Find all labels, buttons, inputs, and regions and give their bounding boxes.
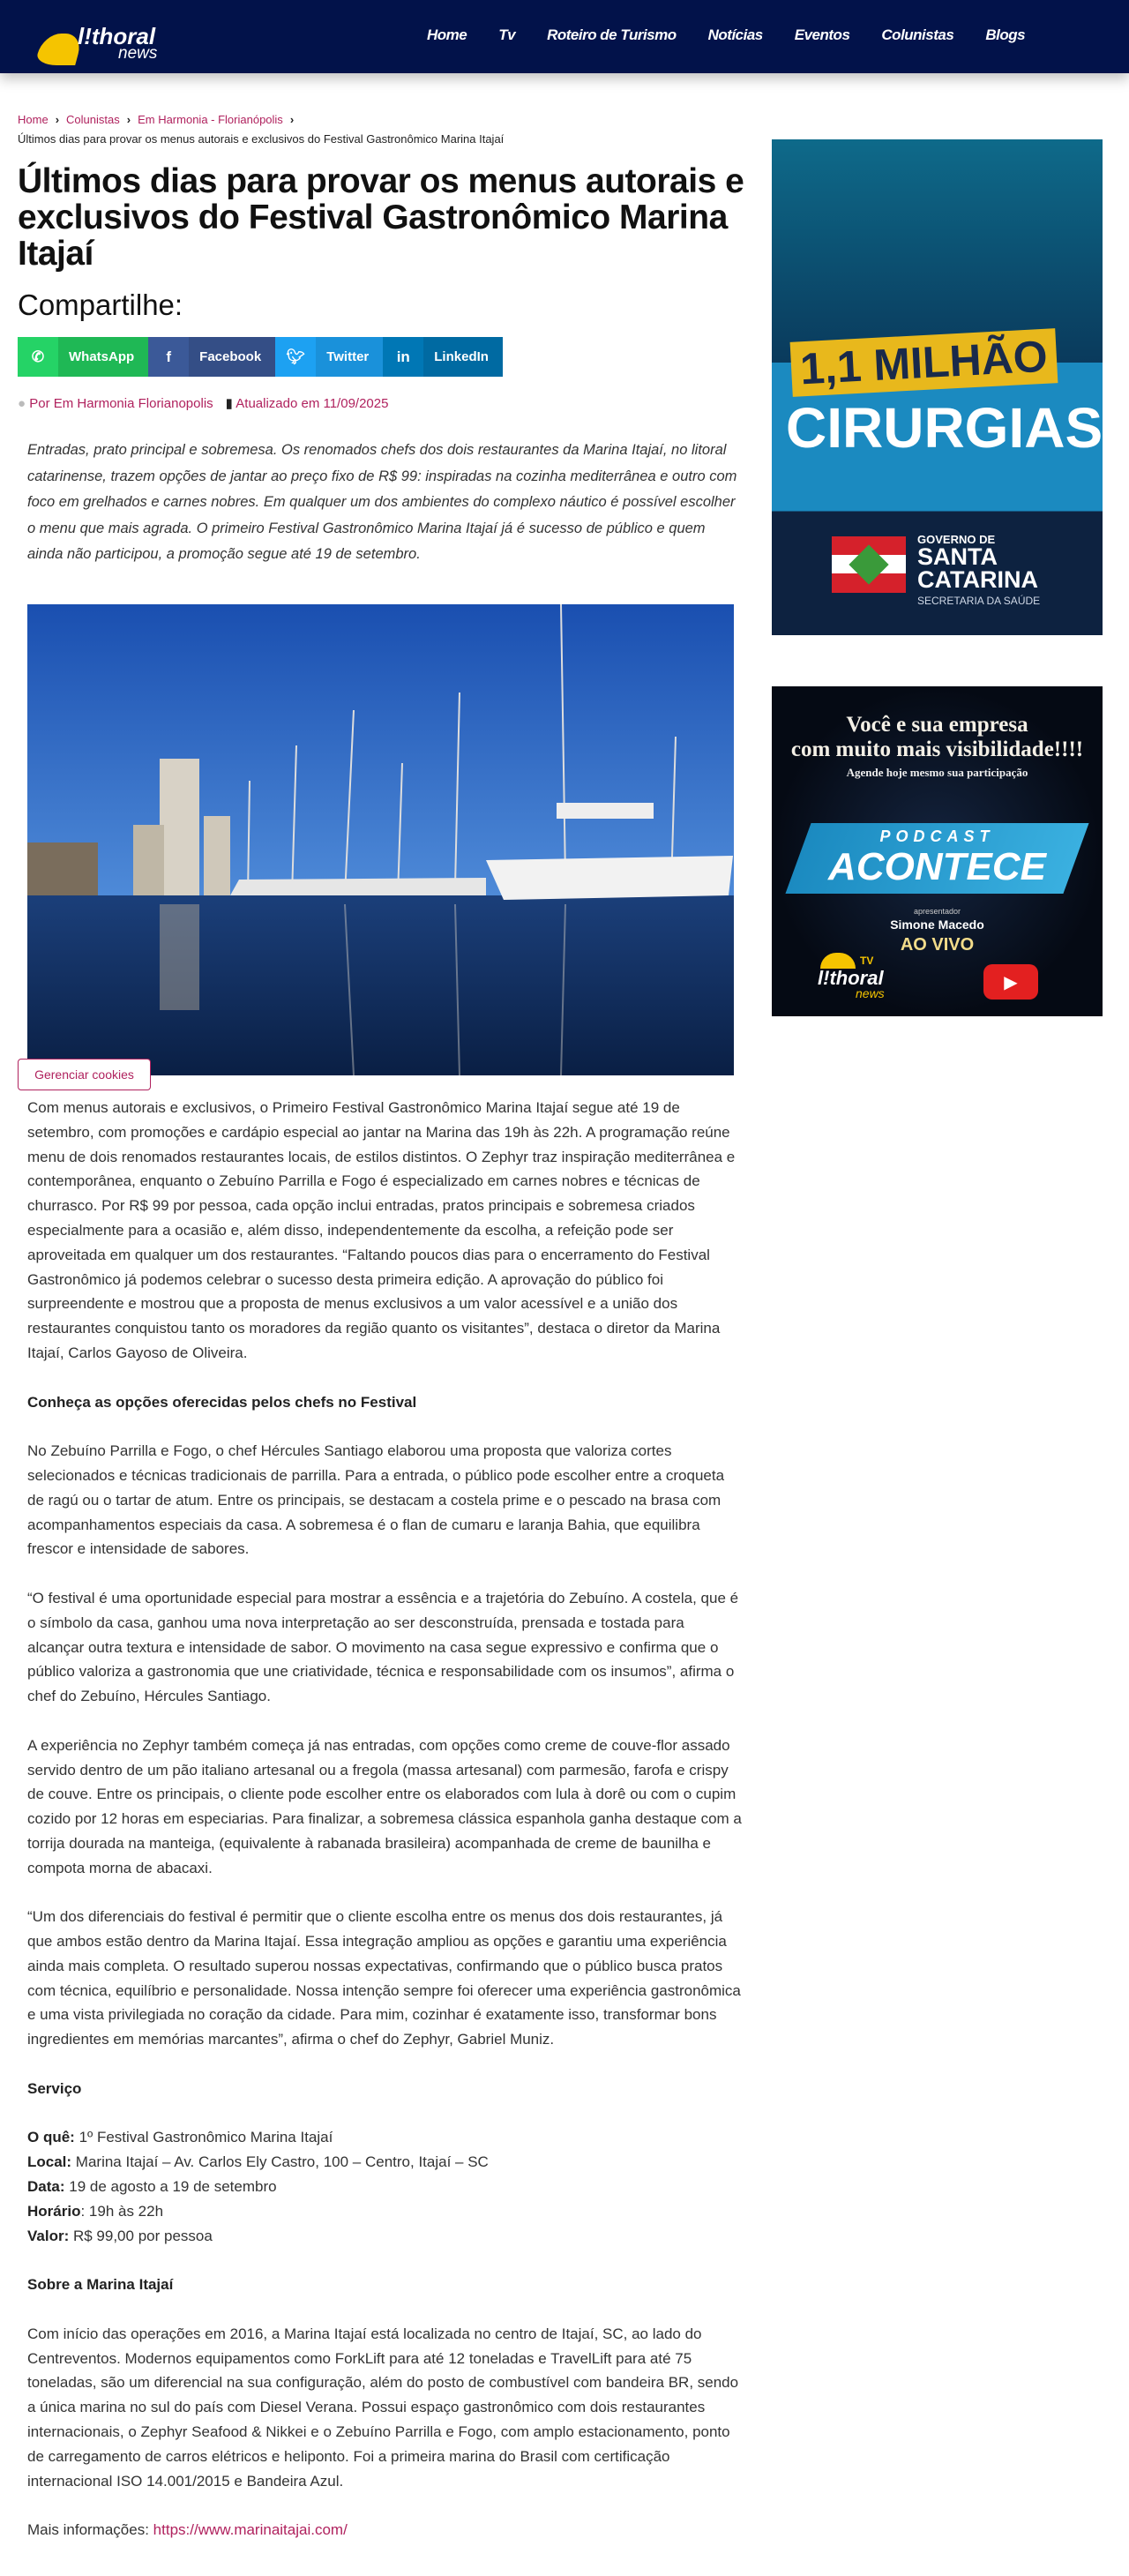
section-heading: Sobre a Marina Itajaí bbox=[27, 2276, 174, 2294]
site-logo[interactable] bbox=[35, 21, 176, 65]
marina-photo bbox=[27, 604, 734, 1075]
logo-sun-icon bbox=[34, 34, 84, 65]
chevron-right-icon: › bbox=[126, 113, 131, 126]
breadcrumb-home[interactable]: Home bbox=[18, 113, 49, 126]
youtube-icon: ▶ bbox=[983, 964, 1038, 1000]
updated-date: Atualizado em 11/09/2025 bbox=[236, 396, 389, 411]
share-twitter-button[interactable]: 🐦︎ Twitter bbox=[275, 337, 383, 377]
site-header bbox=[0, 0, 1129, 73]
whatsapp-icon: ✆ bbox=[18, 337, 58, 377]
breadcrumb-colunistas[interactable]: Colunistas bbox=[66, 113, 120, 126]
ad-banner-santa-catarina[interactable]: 1,1 MILHÃO CIRURGIAS GOVERNO DE SANTA CATARINA SECRETARIA DA SAÚDE bbox=[772, 139, 1103, 635]
article-meta bbox=[18, 395, 388, 411]
section-heading: Serviço bbox=[27, 2079, 82, 2097]
nav-colunistas[interactable]: Colunistas bbox=[881, 26, 954, 43]
share-buttons bbox=[18, 337, 503, 377]
share-whatsapp-button[interactable]: ✆ WhatsApp bbox=[18, 337, 148, 377]
article-body: Com menus autorais e exclusivos, o Primeiro Festival Gastronômico Marina Itajaí segue até 19 de setembro, com promoções e cardápio especial ao jantar na Marina das 19h às 22h. A programação reúne menu de dois renomados restaurantes locais, de estilos distintos. O Zephyr traz inspiração mediterrânea e contemporânea, enquanto o Zebuíno Parrilla e Fogo é especializado em carnes nobres e técnicas de churrasco. Por R$ 99 por pessoa, cada opção inclui entradas, pratos principais e sobremesa criados especialmente para a ocasião e, além disso, independentemente da escolha, a refeição pode ser aproveitada em qualquer um dos restaurantes. “Faltando poucos dias para o encerramento do Festival Gastronômico já podemos celebrar o sucesso desta primeira edição. A aprovação do público foi surpreendente e mostrou que a proposta de menus exclusivos a um valor acessível e a união dos restaurantes conquistou tanto os moradores da região quanto os visitantes”, destaca o diretor da Marina Itajaí, Carlos Gayoso de Oliveira. Conheça as opções oferecidas pelos chefs no Festival No Zebuíno Parrilla e Fogo, o chef Hércules Santiago elaborou uma proposta que valoriza cortes selecionados e técnicas tradicionais de parrilla. Para a entrada, o público pode escolher entre a croqueta de ragú ou o tartar de atum. Entre os principais, se destacam a costela prime e o pescado na brasa com acompanhamentos especiais da casa. A sobremesa é o flan de cumaru e laranja Bahia, que equilibra frescor e intensidade de sabores. “O festival é uma oportunidade especial para mostrar a essência e a trajetória do Zebuíno. A costela, que é o símbolo da casa, ganhou uma nova interpretação ao ser desconstruída, prensada e tostada para alcançar outra textura e intensidade de sabor. O movimento na casa segue expressivo e confirma que o público valoriza a gastronomia que une criatividade, técnica e responsabilidade com os insumos”, afirma o chef do Zebuíno, Hércules Santiago. A experiência no Zephyr também começa já nas entradas, com opções como creme de couve-flor assado servido dentro de um pão italiano artesanal ou a fregola (massa artesanal) com parmesão, farofa e crispy de couve. Entre os principais, o cliente pode escolher entre os elaborados com lula à dorê ou com o cupim cozido por 12 horas em especiarias. Para finalizar, a sobremesa clássica espanhola ganha destaque com a torrija dourada na manteiga, (equivalente à rabanada brasileira) acompanhada de creme de baunilha e compota morna de abacaxi. “Um dos diferenciais do festival é permitir que o cliente escolha entre os menus dos dois restaurantes, já que ambos estão dentro da Marina Itajaí. Essa integração ampliou as opções e garantiu uma experiência ainda mais completa. O resultado superou nossas expectativas, confirmando que o público busca pratos com técnica, equilíbrio e personalidade. Nossa intenção sempre foi oferecer uma experiência gastronômica e uma vista privilegiada no coração da cidade. Para mim, cozinhar é exatamente isso, transformar bons ingredientes em memórias marcantes”, afirma o chef do Zephyr, Gabriel Muniz. Serviço O quê: 1º Festival Gastronômico Marina Itajaí Local: Marina Itajaí – Av. Carlos Ely Castro, 100 – Centro, Itajaí – SC Data: 19 de agosto a 19 de setembro Horário: 19h às 22h Valor: R$ 99,00 por pessoa Sobre a Marina Itajaí Com início das operações em 2016, a Marina Itajaí está localizada no centro de Itajaí, SC, ao lado do Centreventos. Modernos equipamentos como ForkLift para até 12 toneladas e TravelLift para até 75 toneladas, são um diferencial na sua configuração, além do posto de combustível com bandeira BR, sendo a única marina no sul do país com Diesel Verana. Possui espaço gastronômico com dois restaurantes internacionais, o Zephyr Seafood & Nikkei e o Zebuíno Parrilla e Fogo, com amplo estacionamento, ponto de carregamento de carros elétricos e heliponto. Foi a primeira marina do Brasil com certificação internacional ISO 14.001/2015 e Bandeira Azul. Mais informações: https://www.marinaitajai.com/ bbox=[27, 1096, 744, 2567]
article-lead: Entradas, prato principal e sobremesa. Os renomados chefs dos dois restaurantes da Marina Itajaí, no litoral catarinense, trazem opções de jantar ao preço fixo de R$ 99: inspiradas na cozinha mediterrânea e outro com foco em grelhados e carnes nobres. Em qualquer um dos ambientes do complexo náutico é possível escolher o menu que mais agrada. O primeiro Festival Gastronômico Marina Itajaí já é sucesso de público e quem ainda não participou, a promoção segue até 19 de setembro. bbox=[27, 442, 737, 562]
nav-roteiro[interactable]: Roteiro de Turismo bbox=[547, 26, 677, 43]
chevron-right-icon: › bbox=[55, 113, 60, 126]
nav-home[interactable]: Home bbox=[427, 26, 467, 43]
share-heading: Compartilhe: bbox=[18, 288, 183, 321]
breadcrumb-column[interactable]: Em Harmonia - Florianópolis bbox=[138, 113, 283, 126]
user-icon: ● bbox=[18, 395, 26, 411]
nav-tv[interactable]: Tv bbox=[498, 26, 516, 43]
twitter-icon: 🐦︎ bbox=[275, 337, 316, 377]
paragraph: No Zebuíno Parrilla e Fogo, o chef Hércules Santiago elaborou uma proposta que valoriza cortes selecionados e técnicas tradicionais de parrilla. Para a entrada, o público pode escolher entre a croqueta de ragú ou o tartar de atum. Entre os principais, se destacam a costela prime e o pescado na brasa com acompanhamentos especiais da casa. A sobremesa é o flan de cumaru e laranja Bahia, que equilibra frescor e intensidade de sabores. bbox=[27, 1442, 725, 1558]
calendar-icon: ▮ bbox=[225, 396, 233, 411]
santa-catarina-flag-icon bbox=[832, 536, 906, 593]
logo-subtext: news bbox=[118, 44, 158, 63]
service-list: O quê: 1º Festival Gastronômico Marina Itajaí Local: Marina Itajaí – Av. Carlos Ely Castro, 100 – Centro, Itajaí – SC Data: 19 de agosto a 19 de setembro Horário: 19h às 22h Valor: R$ 99,00 por pessoa bbox=[27, 2129, 489, 2244]
paragraph: A experiência no Zephyr também começa já nas entradas, com opções como creme de couve-flor assado servido dentro de um pão italiano artesanal ou a fregola (massa artesanal) com parmesão, farofa e crispy de couve. Entre os principais, o cliente pode escolher entre os elaborados com lula à dorê ou com o cupim cozido por 12 horas em especiarias. Para finalizar, a sobremesa clássica espanhola ganha destaque com a torrija dourada na manteiga, (equivalente à rabanada brasileira) acompanhada de creme de baunilha e compota morna de abacaxi. bbox=[27, 1736, 742, 1876]
facebook-icon: f bbox=[148, 337, 189, 377]
breadcrumb bbox=[18, 113, 294, 126]
section-heading: Conheça as opções oferecidas pelos chefs no Festival bbox=[27, 1393, 417, 1411]
nav-eventos[interactable]: Eventos bbox=[794, 26, 850, 43]
ad-banner-podcast[interactable]: Você e sua empresa com muito mais visibilidade!!!! Agende hoje mesmo sua participação PODCAST ACONTECE apresentador Simone Macedo AO VIVO TV l!thoral news ▶ bbox=[772, 686, 1103, 1016]
nav-noticias[interactable]: Notícias bbox=[707, 26, 763, 43]
chevron-right-icon: › bbox=[289, 113, 295, 126]
logo-text: l!thoral bbox=[78, 23, 156, 49]
marina-link[interactable]: https://www.marinaitajai.com/ bbox=[153, 2521, 348, 2539]
author-link[interactable]: Por Em Harmonia Florianopolis bbox=[29, 395, 213, 411]
paragraph: Com menus autorais e exclusivos, o Primeiro Festival Gastronômico Marina Itajaí segue até 19 de setembro, com promoções e cardápio especial ao jantar na Marina das 19h às 22h. A programação reúne menu de dois renomados restaurantes locais, de estilos distintos. O Zephyr traz inspiração mediterrânea e contemporânea, enquanto o Zebuíno Parrilla e Fogo é especializado em carnes nobres e técnicas de churrasco. Por R$ 99 por pessoa, cada opção inclui entradas, pratos principais e sobremesa criados especialmente para a ocasião e, além disso, independentemente da escolha, a refeição pode ser aproveitada em qualquer um dos restaurantes. “Faltando poucos dias para o encerramento do Festival Gastronômico já podemos celebrar o sucesso desta primeira edição. A aprovação do público foi surpreendente e mostrou que a proposta de menus exclusivos a um valor acessível e a união dos restaurantes conquistou tanto os moradores da região quanto os visitantes”, destaca o diretor da Marina Itajaí, Carlos Gayoso de Oliveira. bbox=[27, 1099, 736, 1361]
main-nav bbox=[427, 26, 1025, 44]
paragraph: Com início das operações em 2016, a Marina Itajaí está localizada no centro de Itajaí, SC, ao lado do Centreventos. Modernos equipamentos como ForkLift para até 12 toneladas e TravelLift para até 75 toneladas, são um diferencial na sua configuração, além do posto de combustível com bandeira BR, sendo a única marina no sul do país com Diesel Verana. Possui espaço gastronômico com dois restaurantes internacionais, o Zephyr Seafood & Nikkei e o Zebuíno Parrilla e Fogo, com amplo estacionamento, ponto de carregamento de carros elétricos e heliponto. Foi a primeira marina do Brasil com certificação internacional ISO 14.001/2015 e Bandeira Azul. bbox=[27, 2325, 739, 2490]
share-facebook-button[interactable]: f Facebook bbox=[148, 337, 275, 377]
page-title: Últimos dias para provar os menus autorais e exclusivos do Festival Gastronômico Marina Itajaí bbox=[18, 162, 744, 273]
manage-cookies-button[interactable]: Gerenciar cookies bbox=[18, 1059, 151, 1090]
paragraph: “O festival é uma oportunidade especial para mostrar a essência e a trajetória do Zebuíno. A costela, que é o símbolo da casa, ganhou uma nova interpretação ao ser desconstruída, prensada e tostada para alcançar outra textura e intensidade de sabor. O movimento na casa segue expressivo e confirma que o público valoriza a gastronomia que une criatividade, técnica e responsabilidade com os insumos”, afirma o chef do Zebuíno, Hércules Santiago. bbox=[27, 1589, 739, 1705]
paragraph: “Um dos diferenciais do festival é permitir que o cliente escolha entre os menus dos dois restaurantes, já que ambos estão dentro da Marina Itajaí. Essa integração ampliou as opções e garantiu uma experiência ainda mais completa. O resultado superou nossas expectativas, confirmando que o público busca pratos com técnica, equilíbrio e personalidade. Nossa intenção sempre foi oferecer uma experiência gastronômica e uma vista privilegiada no coração da cidade. Para mim, cozinhar é exatamente isso, transformar bons ingredientes em memórias marcantes”, afirma o chef do Zephyr, Gabriel Muniz. bbox=[27, 1908, 741, 2048]
nav-blogs[interactable]: Blogs bbox=[985, 26, 1026, 43]
breadcrumb-current: Últimos dias para provar os menus autorais e exclusivos do Festival Gastronômico Marina Itajaí bbox=[18, 132, 505, 146]
share-linkedin-button[interactable]: in LinkedIn bbox=[383, 337, 503, 377]
linkedin-icon: in bbox=[383, 337, 423, 377]
